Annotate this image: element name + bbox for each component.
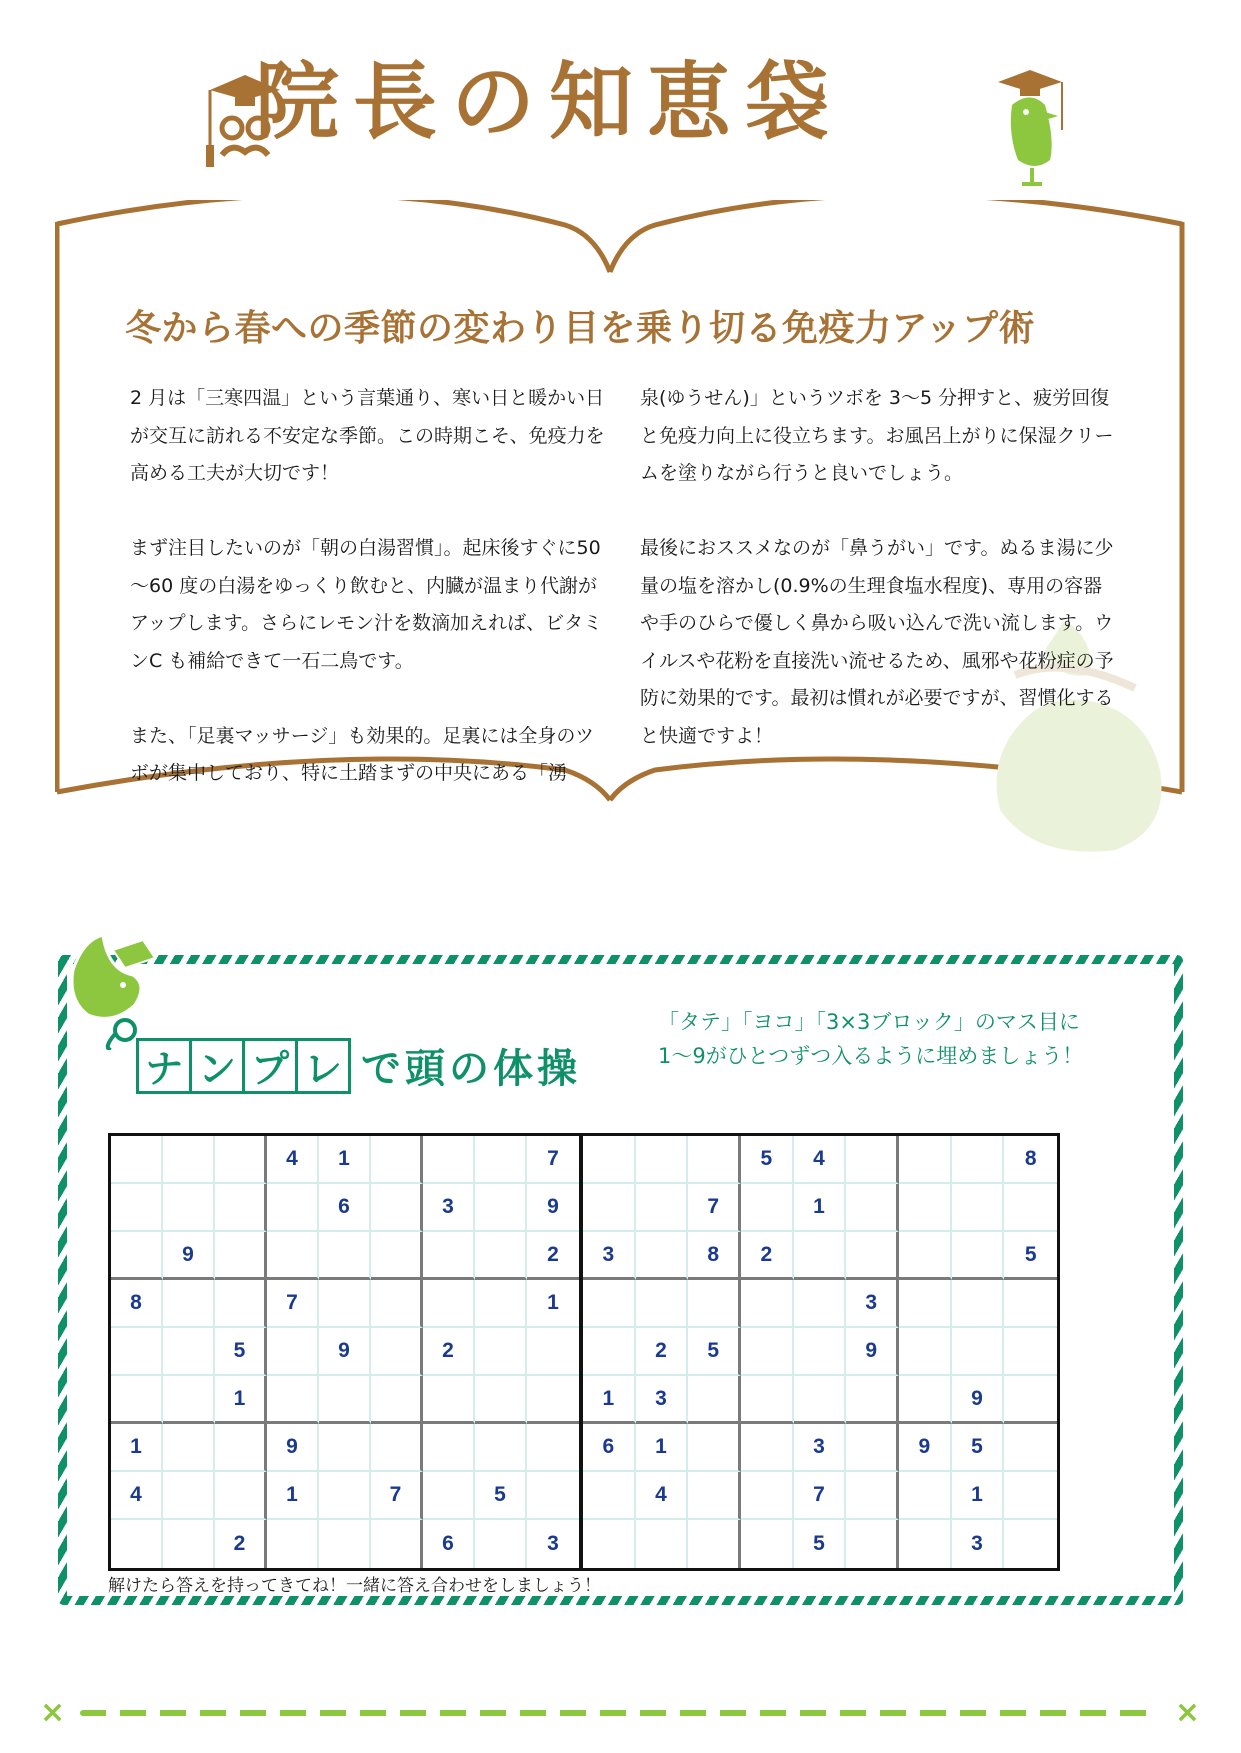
puzzle-heading-boxes: [136, 1038, 351, 1094]
sudoku-cell[interactable]: [1004, 1424, 1057, 1472]
sudoku-cell[interactable]: 5: [741, 1136, 794, 1184]
paragraph: 泉(ゆうせん)」というツボを 3～5 分押すと、疲労回復と免疫力向上に役立ちます。お風呂上がりに保湿クリームを塗りながら行うと良いでしょう。: [640, 387, 1114, 484]
sudoku-cell[interactable]: [267, 1376, 319, 1424]
sudoku-cell[interactable]: 8: [1004, 1136, 1057, 1184]
sudoku-cell[interactable]: 1: [583, 1376, 636, 1424]
sudoku-cell[interactable]: [163, 1136, 215, 1184]
sudoku-cell[interactable]: [423, 1280, 475, 1328]
sudoku-cell[interactable]: [215, 1136, 267, 1184]
sudoku-cell[interactable]: 1: [952, 1472, 1005, 1520]
sudoku-cell[interactable]: [899, 1232, 952, 1280]
paragraph: 最後におススメなのが「鼻うがい」です。ぬるま湯に少量の塩を溶かし(0.9%の生理食塩水程度)、専用の容器や手のひらで優しく鼻から吸い込んで洗い流します。ウイルスや花粉を直接洗い流せるため、風邪や花粉症の予防に効果的です。最初は慣れが必要ですが、習慣化すると快適ですよ！: [640, 537, 1114, 747]
sudoku-cell[interactable]: [636, 1136, 689, 1184]
sudoku-cell[interactable]: [846, 1232, 899, 1280]
sudoku-cell[interactable]: [163, 1376, 215, 1424]
sudoku-cell[interactable]: [952, 1328, 1005, 1376]
sudoku-cell[interactable]: [794, 1232, 847, 1280]
article-title: 冬から春への季節の変わり目を乗り切る免疫力アップ術: [125, 308, 1035, 349]
sudoku-cell[interactable]: [423, 1472, 475, 1520]
sudoku-cell[interactable]: 1: [319, 1136, 371, 1184]
sudoku-cell[interactable]: 9: [899, 1424, 952, 1472]
sudoku-cell[interactable]: [267, 1184, 319, 1232]
header: [0, 30, 1241, 170]
green-bird-cap-icon: [63, 930, 173, 1050]
sudoku-cell[interactable]: 3: [846, 1280, 899, 1328]
sudoku-cell[interactable]: 2: [215, 1520, 267, 1568]
sudoku-cell[interactable]: [423, 1136, 475, 1184]
instructions-line: 「タテ」「ヨコ」「3×3ブロック」のマス目に: [658, 1010, 1080, 1034]
sudoku-cell[interactable]: [899, 1280, 952, 1328]
sudoku-cell[interactable]: 5: [794, 1520, 847, 1568]
sudoku-cell[interactable]: [952, 1184, 1005, 1232]
page-title: 院長の知恵袋: [255, 52, 844, 151]
sudoku-cell[interactable]: [688, 1520, 741, 1568]
sudoku-cell[interactable]: [1004, 1328, 1057, 1376]
sudoku-cell[interactable]: [215, 1424, 267, 1472]
sudoku-cell[interactable]: [371, 1184, 423, 1232]
sudoku-cell[interactable]: 5: [688, 1328, 741, 1376]
sudoku-cell[interactable]: [583, 1136, 636, 1184]
sudoku-cell[interactable]: [688, 1424, 741, 1472]
sudoku-cell[interactable]: [319, 1376, 371, 1424]
puzzle-instructions: [658, 1005, 1083, 1073]
sudoku-cell[interactable]: 7: [527, 1136, 579, 1184]
sudoku-cell[interactable]: [371, 1328, 423, 1376]
sudoku-cell[interactable]: [688, 1136, 741, 1184]
sudoku-cell[interactable]: 4: [111, 1472, 163, 1520]
sudoku-cell[interactable]: 2: [423, 1328, 475, 1376]
sudoku-cell[interactable]: [952, 1232, 1005, 1280]
sudoku-cell[interactable]: [741, 1184, 794, 1232]
sudoku-cell[interactable]: [111, 1184, 163, 1232]
sudoku-cell[interactable]: 3: [636, 1376, 689, 1424]
sudoku-cell[interactable]: [1004, 1376, 1057, 1424]
sudoku-grid-2: [580, 1133, 1060, 1571]
sudoku-cell[interactable]: 8: [688, 1232, 741, 1280]
sudoku-cell[interactable]: [319, 1280, 371, 1328]
sudoku-cell[interactable]: 2: [741, 1232, 794, 1280]
sudoku-cell[interactable]: [741, 1328, 794, 1376]
sudoku-cell[interactable]: [636, 1280, 689, 1328]
sudoku-cell[interactable]: 9: [952, 1376, 1005, 1424]
sudoku-cell[interactable]: [741, 1280, 794, 1328]
sudoku-cell[interactable]: [899, 1184, 952, 1232]
sudoku-cell[interactable]: 3: [547, 1532, 559, 1555]
sudoku-cell[interactable]: [899, 1136, 952, 1184]
sudoku-cell[interactable]: 6: [583, 1424, 636, 1472]
sudoku-cell[interactable]: [163, 1472, 215, 1520]
sudoku-cell[interactable]: [111, 1232, 163, 1280]
sudoku-cell[interactable]: [111, 1376, 163, 1424]
sudoku-cell[interactable]: [583, 1472, 636, 1520]
sudoku-cell[interactable]: [371, 1136, 423, 1184]
sudoku-cell[interactable]: [583, 1280, 636, 1328]
sudoku-cell[interactable]: [111, 1520, 163, 1568]
sudoku-cell[interactable]: [475, 1520, 527, 1568]
sudoku-cell[interactable]: [475, 1232, 527, 1280]
sudoku-cell[interactable]: 5: [1004, 1232, 1057, 1280]
sudoku-cell[interactable]: [475, 1424, 527, 1472]
sudoku-cell[interactable]: [215, 1184, 267, 1232]
sudoku-cell[interactable]: 5: [952, 1424, 1005, 1472]
sudoku-cell[interactable]: [423, 1232, 475, 1280]
sudoku-cell[interactable]: [163, 1424, 215, 1472]
sudoku-cell[interactable]: [583, 1184, 636, 1232]
sudoku-cell[interactable]: 4: [636, 1472, 689, 1520]
heading-box: レ: [303, 1046, 342, 1091]
sudoku-cell[interactable]: 3: [794, 1424, 847, 1472]
sudoku-cell[interactable]: [688, 1280, 741, 1328]
sudoku-cell[interactable]: [163, 1184, 215, 1232]
dashed-divider: [80, 1710, 1160, 1716]
sudoku-cell[interactable]: [636, 1520, 689, 1568]
cut-line: [40, 1695, 1200, 1730]
sudoku-cell[interactable]: [319, 1520, 371, 1568]
sudoku-cell[interactable]: [475, 1376, 527, 1424]
sudoku-cell[interactable]: [371, 1232, 423, 1280]
sudoku-cell[interactable]: [741, 1376, 794, 1424]
article-book-frame: [55, 200, 1185, 900]
sudoku-cell[interactable]: 9: [319, 1328, 371, 1376]
sudoku-cell[interactable]: 2: [527, 1232, 579, 1280]
sudoku-cell[interactable]: [319, 1232, 371, 1280]
sudoku-cell[interactable]: [846, 1520, 899, 1568]
heading-box: ナ: [139, 1041, 192, 1091]
sudoku-cell[interactable]: [163, 1520, 215, 1568]
sudoku-cell[interactable]: [741, 1472, 794, 1520]
puzzle-heading: [136, 1037, 581, 1094]
sudoku-cell[interactable]: [794, 1280, 847, 1328]
sudoku-cell[interactable]: [475, 1136, 527, 1184]
sudoku-cell[interactable]: [899, 1472, 952, 1520]
sudoku-cell[interactable]: [952, 1136, 1005, 1184]
sudoku-cell[interactable]: [583, 1520, 636, 1568]
sudoku-cell[interactable]: [846, 1376, 899, 1424]
sudoku-cell[interactable]: 7: [267, 1280, 319, 1328]
sudoku-cell[interactable]: [163, 1328, 215, 1376]
paragraph: 2 月は「三寒四温」という言葉通り、寒い日と暖かい日が交互に訪れる不安定な季節。この時期こそ、免疫力を高める工夫が大切です！: [130, 387, 605, 484]
sudoku-cell[interactable]: 6: [319, 1184, 371, 1232]
sudoku-cell[interactable]: [267, 1520, 319, 1568]
sudoku-cell[interactable]: 1: [215, 1376, 267, 1424]
sudoku-cell[interactable]: 9: [163, 1232, 215, 1280]
puzzle-heading-suffix: で頭の体操: [361, 1045, 581, 1092]
sudoku-cell[interactable]: 1: [111, 1424, 163, 1472]
sudoku-cell[interactable]: [527, 1472, 579, 1520]
sudoku-cell[interactable]: [215, 1472, 267, 1520]
sudoku-cell[interactable]: 8: [111, 1280, 163, 1328]
cut-mark-icon: ×: [1174, 1695, 1200, 1730]
cut-mark-icon: ×: [40, 1695, 66, 1730]
sudoku-cell[interactable]: [527, 1376, 579, 1424]
sudoku-cell[interactable]: [371, 1520, 423, 1568]
sudoku-cell[interactable]: 1: [794, 1184, 847, 1232]
sudoku-cell[interactable]: [527, 1328, 579, 1376]
sudoku-grid-1: [108, 1133, 582, 1571]
sudoku-cell[interactable]: [163, 1280, 215, 1328]
sudoku-cell[interactable]: [846, 1424, 899, 1472]
sudoku-cell[interactable]: [741, 1520, 794, 1568]
sudoku-cell[interactable]: [423, 1376, 475, 1424]
sudoku-cell[interactable]: 3: [952, 1520, 1005, 1568]
sudoku-cell[interactable]: [267, 1328, 319, 1376]
sudoku-cell[interactable]: [794, 1328, 847, 1376]
sudoku-cell[interactable]: 1: [267, 1472, 319, 1520]
sudoku-cell[interactable]: 4: [794, 1136, 847, 1184]
sudoku-cell[interactable]: 2: [636, 1328, 689, 1376]
sudoku-cell[interactable]: 6: [423, 1520, 475, 1568]
sudoku-cell[interactable]: [475, 1184, 527, 1232]
sudoku-cell[interactable]: [846, 1184, 899, 1232]
sudoku-cell[interactable]: 7: [688, 1184, 741, 1232]
sudoku-cell[interactable]: [583, 1328, 636, 1376]
sudoku-cell[interactable]: [267, 1232, 319, 1280]
heading-box: プ: [245, 1041, 298, 1091]
sudoku-cell[interactable]: 1: [527, 1280, 579, 1328]
sudoku-cell[interactable]: [899, 1328, 952, 1376]
sudoku-cell[interactable]: [846, 1472, 899, 1520]
sudoku-cell[interactable]: 9: [527, 1184, 579, 1232]
sudoku-cell[interactable]: [636, 1184, 689, 1232]
paragraph: また、「足裏マッサージ」も効果的。足裏には全身のツボが集中しており、特に土踏まずの中央にある「湧: [130, 724, 594, 784]
green-bird-mascot-icon: [990, 60, 1070, 190]
sudoku-cell[interactable]: 3: [423, 1184, 475, 1232]
sudoku-cell[interactable]: [794, 1376, 847, 1424]
sudoku-cell[interactable]: [688, 1376, 741, 1424]
sudoku-cell[interactable]: [1004, 1520, 1057, 1568]
sudoku-cell[interactable]: [371, 1424, 423, 1472]
sudoku-cell[interactable]: [319, 1424, 371, 1472]
sudoku-cell[interactable]: [899, 1520, 952, 1568]
sudoku-cell[interactable]: 7: [371, 1472, 423, 1520]
sudoku-cell[interactable]: [899, 1376, 952, 1424]
sudoku-cell[interactable]: [475, 1328, 527, 1376]
sudoku-cell[interactable]: [1004, 1184, 1057, 1232]
footer-note: 解けたら答えを持ってきてね！一緒に答え合わせをしましょう！: [108, 1576, 601, 1596]
heading-box: ン: [192, 1041, 245, 1091]
sudoku-cell[interactable]: [1004, 1280, 1057, 1328]
sudoku-cell[interactable]: [741, 1424, 794, 1472]
number-place-section: [58, 955, 1183, 1605]
sudoku-cell[interactable]: [111, 1328, 163, 1376]
sudoku-cell[interactable]: [111, 1136, 163, 1184]
sudoku-cell[interactable]: [319, 1472, 371, 1520]
paragraph: まず注目したいのが「朝の白湯習慣」。起床後すぐに50～60 度の白湯をゆっくり飲むと、内臓が温まり代謝がアップします。さらにレモン汁を数滴加えれば、ビタミンC も補給できて一石二鳥です。: [130, 537, 603, 672]
sudoku-cell[interactable]: 7: [794, 1472, 847, 1520]
instructions-line: 1～9がひとつずつ入るように埋めましょう！: [658, 1044, 1084, 1068]
sudoku-cell[interactable]: [371, 1376, 423, 1424]
sudoku-cell[interactable]: [1004, 1472, 1057, 1520]
sudoku-cell[interactable]: [636, 1232, 689, 1280]
sudoku-cell[interactable]: [688, 1472, 741, 1520]
article-right-column: [640, 380, 1118, 793]
sudoku-cell[interactable]: [846, 1136, 899, 1184]
sudoku-cell[interactable]: 9: [846, 1328, 899, 1376]
sudoku-cell[interactable]: 1: [636, 1424, 689, 1472]
sudoku-cell[interactable]: [423, 1424, 475, 1472]
sudoku-cell[interactable]: [952, 1280, 1005, 1328]
sudoku-cell[interactable]: [475, 1280, 527, 1328]
sudoku-cell[interactable]: [215, 1280, 267, 1328]
sudoku-cell[interactable]: 4: [267, 1136, 319, 1184]
sudoku-cell[interactable]: 9: [267, 1424, 319, 1472]
article-left-column: [130, 380, 608, 830]
sudoku-cell[interactable]: [527, 1424, 579, 1472]
sudoku-cell[interactable]: 5: [215, 1328, 267, 1376]
sudoku-cell[interactable]: [371, 1280, 423, 1328]
sudoku-cell[interactable]: 3: [583, 1232, 636, 1280]
sudoku-cell[interactable]: 5: [475, 1472, 527, 1520]
sudoku-cell[interactable]: [215, 1232, 267, 1280]
